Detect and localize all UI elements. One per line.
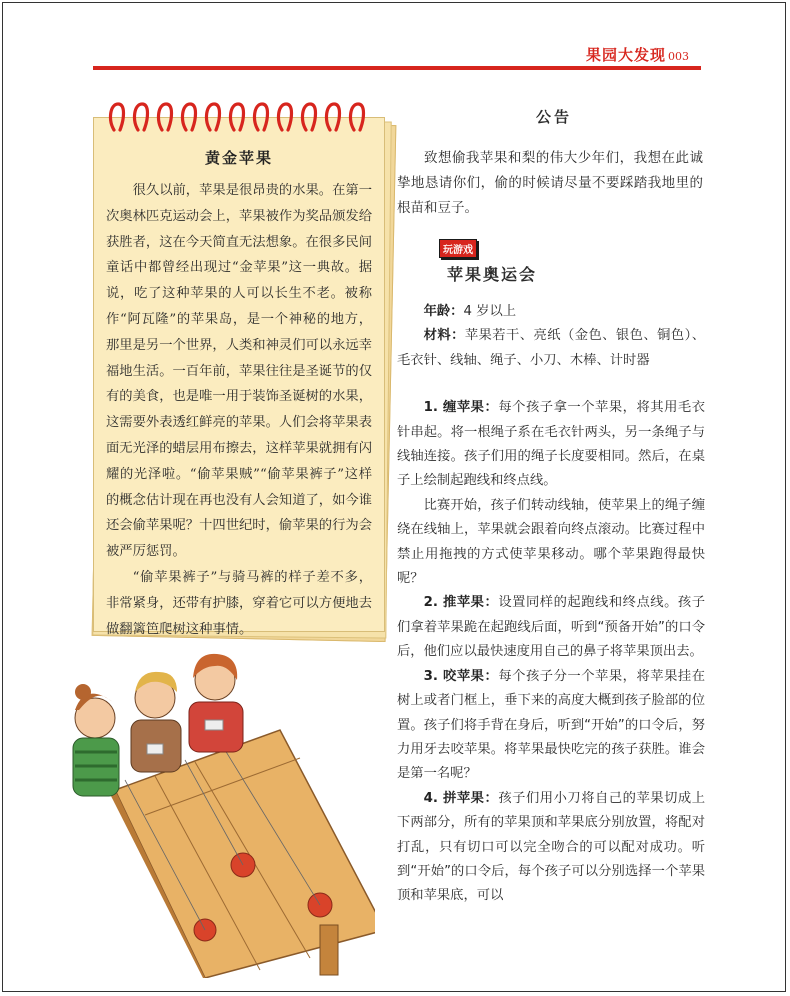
- rule-paragraph: [397, 494, 705, 592]
- materials-label: 材料：: [423, 328, 465, 344]
- spiral-binding-icon: [106, 100, 376, 134]
- card-body: [106, 178, 372, 642]
- rule-text: 比赛开始，孩子们转动线轴，使苹果上的绳子缠绕在线轴上，苹果就会跟着向终点滚动。比赛过程中禁止用拖拽的方式使苹果移动。哪个苹果跑得最快呢？: [397, 497, 705, 587]
- age-line: [397, 300, 705, 324]
- rule-text: 每个孩子拿一个苹果，将其用毛衣针串起。将一根绳子系在毛衣针两头，另一条绳子与线轴连接。孩子们用的绳子长度要相同。然后，在桌子上绘制起跑线和终点线。: [397, 400, 706, 489]
- materials-line: [397, 324, 705, 373]
- rule-paragraph: [397, 787, 705, 909]
- card-title: 黄金苹果: [204, 149, 273, 167]
- rule-text: 孩子们用小刀将自己的苹果切成上下两部分，所有的苹果顶和苹果底分别放置，将配对打乱，只有切口可以完全吻合的可以配对成功。听到“开始”的口令后，每个孩子可以分别选择一个苹果顶和苹果底，可以: [397, 790, 706, 904]
- section-title: 果园大发现: [586, 46, 667, 64]
- header-rule: [93, 66, 701, 70]
- age-label: 年龄：: [423, 304, 464, 319]
- age-value: 4 岁以上: [463, 304, 517, 319]
- rule-label: 1. 缠苹果：: [423, 400, 499, 416]
- card-paragraph: 很久以前，苹果是很昂贵的水果。在第一次奥林匹克运动会上，苹果被作为奖品颁发给获胜者，这在今天简直无法想象。在很多民间童话中都曾经出现过“金苹果”这一典故。据说，吃了这种苹果的人可以长生不老。被称作“阿瓦隆”的苹果岛，是一个神秘的地方，那里是另一个世界，人类和神灵们可以永远幸福地生活。一百年前，苹果往往是圣诞节的仅有的美食，也是唯一用于装饰圣诞树的水果，这需要外表透红鲜亮的苹果。人们会将苹果表面无光泽的蜡层用布擦去，这样苹果就拥有闪耀的光泽啦。“偷苹果贼”“偷苹果裤子”这样的概念估计现在再也没有人会知道了，如今谁还会偷苹果呢？十四世纪时，偷苹果的行为会被严厉惩罚。: [106, 183, 372, 560]
- rule-paragraph: [397, 665, 705, 787]
- materials-value: 苹果若干、亮纸（金色、银色、铜色）、毛衣针、线轴、绳子、小刀、木棒、计时器: [397, 328, 705, 368]
- rule-text: 设置同样的起跑线和终点线。孩子们拿着苹果跪在起跑线后面，听到“预备开始”的口令后，他们应以最快速度用自己的鼻子将苹果顶出去。: [397, 595, 706, 660]
- rule-label: 3. 咬苹果：: [423, 668, 499, 684]
- rule-label: 4. 拼苹果：: [423, 790, 499, 806]
- page-number: 003: [668, 50, 690, 63]
- rule-text: 每个孩子分一个苹果，将苹果挂在树上或者门框上，垂下来的高度大概到孩子脸部的位置。孩子们将手背在身后，听到“开始”的口令后，努力用牙去咬苹果。将苹果最快吃完的孩子获胜。谁会是第一名呢？: [397, 668, 706, 782]
- rule-paragraph: [397, 396, 705, 494]
- notice-body: [397, 146, 703, 221]
- notice-text: 致想偷我苹果和梨的伟大少年们，我想在此诚挚地恳请你们，偷的时候请尽量不要踩踏我地里的根苗和豆子。: [397, 150, 703, 216]
- card-paragraph: “偷苹果裤子”与骑马裤的样子差不多，非常紧身，还带有护膝，穿着它可以方便地去做翻篱笆爬树这种事情。: [106, 569, 372, 637]
- game-instructions: [397, 300, 705, 909]
- rule-paragraph: [397, 591, 705, 664]
- game-tag-badge: 玩游戏: [439, 239, 477, 258]
- notice-title: 公告: [536, 108, 573, 126]
- children-apple-race-illustration: [55, 640, 375, 978]
- rule-label: 2. 推苹果：: [423, 595, 499, 611]
- section-header: [586, 44, 689, 65]
- game-title: 苹果奥运会: [447, 265, 538, 284]
